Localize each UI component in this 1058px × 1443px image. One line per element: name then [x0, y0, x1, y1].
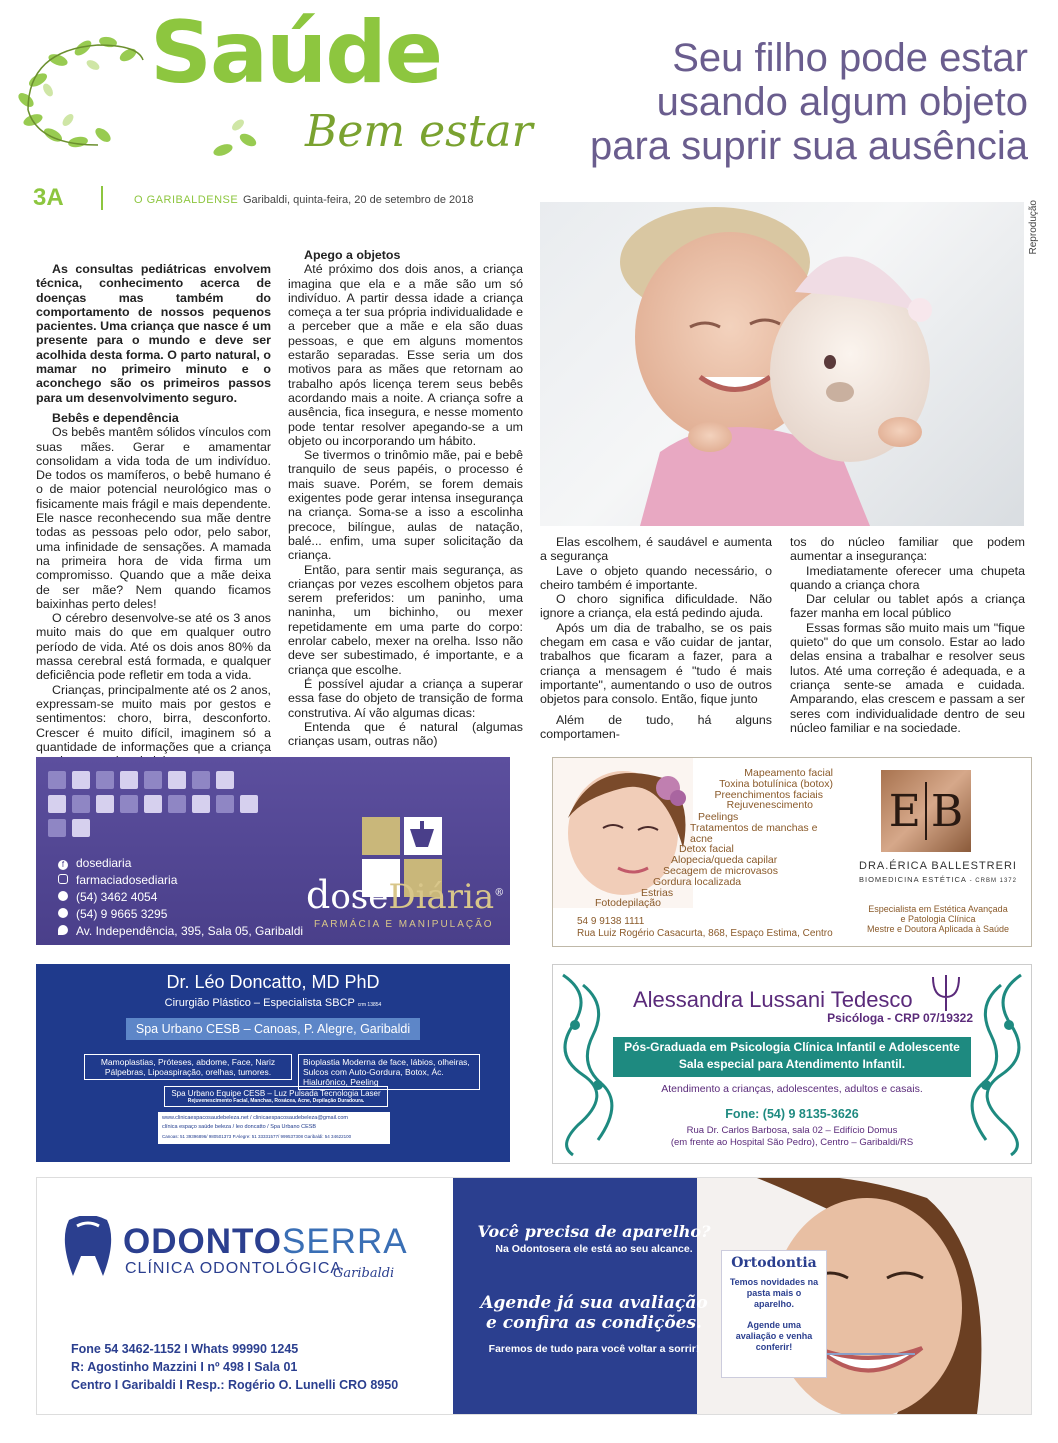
section-subtitle: Bem estar	[305, 106, 533, 157]
paragraph: Dar celular ou tablet após a criança fazer manha em local público	[790, 592, 1025, 621]
ortodontia-box: Ortodontia Temos novidades na pasta mais o aparelho. Agende uma avaliação e venha conferir!	[721, 1250, 827, 1378]
whatsapp-icon	[58, 908, 68, 918]
paragraph: Essas formas são muito mais um "fique quieto" do que um consolo. Estar ao lado delas ensina a trabalhar e resolver seus lutos. Até uma correção é adequada, e a criança sente-se amada e cuidada. Amparando, elas crescem e passam a ser seres com individualidade dentro de seu núcleo familiar e na sociedade.	[790, 620, 1025, 735]
headline-line: para suprir sua ausência	[589, 124, 1028, 168]
instagram-icon	[58, 874, 68, 884]
ad-dose-diaria[interactable]	[36, 757, 510, 945]
odonto-subtitle: CLÍNICA ODONTOLÓGICA	[125, 1260, 343, 1277]
odonto-city: Garibaldi	[333, 1266, 395, 1281]
child-with-teddy-photo	[540, 202, 1024, 526]
photo-illustration	[540, 202, 1024, 526]
facebook-icon: f	[58, 860, 68, 870]
paragraph: Entenda que é natural (algumas crianças usam, outras não)	[288, 719, 523, 749]
leo-laser-box: Spa Urbano Equipe CESB – Luz Pulsada Tecnologia Laser Rejuvenescimento Facial, Manchas, Rosácea, Acne, Depilação Duradoura.	[164, 1086, 388, 1107]
psi-icon	[929, 973, 963, 1013]
instagram-contact[interactable]: farmaciadosediaria	[58, 872, 303, 889]
leo-name: Dr. Léo Doncatto, MD PhD	[166, 972, 380, 992]
paragraph: Até próximo dos dois anos, a criança imagina que ela e a mãe são um só indivíduo. A partir dessa idade a criança começa a ter sua própria individualidade e a perceber que a mãe e ela são duas pessoas, e que em alguns momentos estarão separadas. Esse seria um dos motivos para as mães que retornam ao trabalho após licença terem seus bebês acordando mais a noite. A criança sofre a ausência, fica insegura, e nesse momento pode tentar resolver apegando-se a um objeto ou incorporando um hábito.	[288, 262, 523, 448]
alessandra-band: Pós-Graduada em Psicologia Clínica Infantil e Adolescente Sala especial para Atendimento Infantil.	[613, 1037, 971, 1077]
paragraph: É possível ajudar a criança a superar essa fase do objeto de transição de forma construtiva. Aí vão algumas dicas:	[288, 676, 523, 720]
paragraph: Lave o objeto quando necessário, o cheiro também é importante.	[540, 563, 772, 592]
alessandra-audience: Atendimento a crianças, adolescentes, adultos e casais.	[661, 1083, 923, 1095]
erica-name: DRA.ÉRICA BALLESTRERI	[859, 860, 1017, 872]
tooth-logo-icon	[59, 1216, 117, 1280]
alessandra-phone[interactable]: Fone: (54) 9 8135-3626	[725, 1107, 859, 1121]
phone-contact[interactable]: (54) 3462 4054	[58, 889, 303, 906]
phone-icon	[58, 891, 68, 901]
headline	[548, 36, 1028, 168]
page-number: 3A	[33, 184, 64, 211]
eb-logo: E B	[881, 770, 971, 852]
alessandra-address: Rua Dr. Carlos Barbosa, sala 02 – Edifício Domus (em frente ao Hospital São Pedro), Centro – Garibaldi/RS	[670, 1125, 914, 1148]
paragraph: tos do núcleo familiar que podem aumentar a insegurança:	[790, 535, 1025, 564]
leo-box-1: Mamoplastias, Próteses, abdome, Face, Nariz Pálpebras, Lipoaspiração, orelhas, tumores.	[84, 1054, 292, 1080]
odonto-contact: Fone 54 3462-1152 I Whats 99990 1245 R: Agostinho Mazzini I nº 498 I Sala 01 Centro I Garibaldi I Resp.: Rogério O. Lunelli CRO 8950	[71, 1342, 399, 1392]
subheading: Bebês e dependência	[52, 410, 179, 425]
paragraph: Se tivermos o trinômio mãe, pai e bebê tranquilo de seus papéis, o processo é mais suave. Porém, se forem demais exigentes pode gerar intensa insegurança na criança. Soma-se a isso a escolinha precoce, bilíngue, aulas de natação, balé... enfim, uma super solicitação da criança.	[288, 448, 523, 563]
odonto-brand: ODONTOSERRA	[123, 1222, 408, 1261]
ad-erica-ballestreri[interactable]	[552, 757, 1032, 947]
article-column-3	[540, 535, 772, 741]
paragraph: Além de tudo, há alguns comportamen-	[540, 712, 772, 741]
paragraph: Então, para sentir mais segurança, as crianças por vezes escolhem objetos para serem preferidos: um paninho, uma naninha, um bichinho, ou mexer repetidamente em uma parte do corpo: enrolar cabelo, mexer na orelha. Isso não deve ser subestimado, é importante, e a criança que escolhe.	[288, 562, 523, 677]
paragraph: Os bebês mantêm sólidos vínculos com suas mães. Gerar e amamentar consolidam a vida toda de um indivíduo. De todos os mamíferos, o bebê humano é o de maior potencial neurológico mas o fisicamente mais frágil e mais dependente. Ele nasce reconhecendo sua mãe dentre todas as pessoas pelo odor, pelo sabor, uma infinidade de sensações. A mamada na primeira hora de vida firma um compromisso. Quando que a mãe deixa de ser mãe? Nem quando ficamos baixinhas perto deles!	[36, 425, 271, 611]
services-list-2: Peelings Tratamentos de manchas e acne Detox facial Alopecia/queda capilar Secagem de microvasos Gordura localizada Estrias Fotodepilação	[595, 811, 818, 910]
leo-box-2: Bioplastia Moderna de face, lábios, olheiras, Sulcos com Auto-Gordura, Botox, Ác. Hialurônico, Peeling	[298, 1054, 480, 1090]
article-column-2	[288, 248, 523, 748]
paragraph: Imediatamente oferecer uma chupeta quando a criança chora	[790, 563, 1025, 592]
paragraph: Crianças, principalmente até os 2 anos, expressam-se muito mais por gestos e sentimentos: choro, birra, desconforto. Crescer é muito difícil, imaginem só a quantidade de informações que a criança	[36, 682, 271, 754]
erica-description: Especialista em Estética Avançada e Patologia Clínica Mestre e Doutora Aplicada à Saúde	[866, 904, 1010, 934]
dose-tagline: FARMÁCIA E MANIPULAÇÃO	[314, 919, 494, 930]
ad-odontoserra[interactable]	[36, 1177, 1032, 1415]
divider	[101, 186, 103, 210]
paper-name: O GARIBALDENSE	[134, 194, 239, 206]
dose-diaria-logo: doseDiária®	[306, 873, 505, 917]
headline-line: usando algum objeto	[656, 80, 1028, 124]
leo-contact-box[interactable]: www.clinicaespacosaudebeleza.net / clinicaespacosaudebeleza@gmail.com clínica espaço saúde beleza / leo doncatto / Spa Urbano CESB Canoas: 51 39396896/ 980501373 P.Alegre: 51 33331577/ 999537308 Garibaldi: 54 34622100	[158, 1112, 390, 1144]
dateline: Garibaldi, quinta-feira, 20 de setembro de 2018	[243, 194, 474, 206]
ad-leo-doncatto[interactable]	[36, 964, 510, 1162]
paragraph: Após um dia de trabalho, se os pais chegam em casa e vão cuidar de jantar, trabalhos que ficaram a fazer, para a criança a mensagem é "tudo é mais importante", aumentando o uso de outros objetos para consolo. Então, fique junto	[540, 620, 772, 707]
ad-alessandra-tedesco[interactable]	[552, 964, 1032, 1164]
article-column-1	[36, 262, 271, 768]
paragraph: O choro significa dificuldade. Não ignore a criança, ela está pedindo ajuda.	[540, 592, 772, 621]
article-column-4	[790, 535, 1025, 735]
section-title: Saúde	[150, 3, 442, 103]
facebook-contact[interactable]: f dosediaria	[58, 855, 303, 872]
erica-address: Rua Luiz Rogério Casacurta, 868, Espaço Estima, Centro	[577, 928, 833, 939]
article-lead: As consultas pediátricas envolvem técnica, conhecimento acerca de doenças mas também do comportamento de nossos pequenos pacientes. Uma criança que nasce é um presente para o mundo e deve ser acolhida desta forma. O parto natural, o mamar no primeiro minuto e o aconchego são os primeiros passos para um desenvolvimento seguro.	[36, 262, 271, 405]
subheading: Apego a objetos	[304, 248, 401, 262]
headline-line: Seu filho pode estar	[672, 36, 1028, 80]
leo-title: Cirurgião Plástico – Especialista SBCP crm 13854	[164, 997, 382, 1009]
alessandra-crp: Psicóloga - CRP 07/19322	[827, 1011, 973, 1025]
erica-phone[interactable]: 54 9 9138 1111	[577, 916, 645, 927]
erica-subtitle: BIOMEDICINA ESTÉTICA - CRBM 1372	[859, 875, 1017, 884]
alessandra-name: Alessandra Lussani Tedesco	[633, 987, 913, 1012]
paragraph: O cérebro desenvolve-se até os 3 anos muito mais do que em qualquer outro período de vida. Até os dois anos 80% da massa cerebral está formada, e qualquer deficiência pode refletir em toda a vida.	[36, 611, 271, 683]
services-list: Mapeamento facial Toxina botulínica (botox) Preenchimentos faciais Rejuvenescimento	[714, 767, 833, 812]
location-pin-icon	[58, 925, 68, 935]
odonto-promo-text: Você precisa de aparelho? Na Odontosera ele está ao seu alcance. Agende já sua avaliação e confira as condições. Faremos de tudo para você voltar a sorrir!	[477, 1222, 711, 1355]
whatsapp-contact[interactable]: (54) 9 9665 3295	[58, 906, 303, 923]
photo-credit: Reprodução	[1028, 200, 1039, 255]
address-contact: Av. Independência, 395, Sala 05, Garibaldi	[58, 923, 303, 940]
contact-list	[58, 855, 303, 940]
paragraph: Elas escolhem, é saudável e aumenta a segurança	[540, 535, 772, 564]
leo-spa-band: Spa Urbano CESB – Canoas, P. Alegre, Garibaldi	[126, 1018, 420, 1040]
pattern-tiles-icon	[48, 771, 278, 841]
